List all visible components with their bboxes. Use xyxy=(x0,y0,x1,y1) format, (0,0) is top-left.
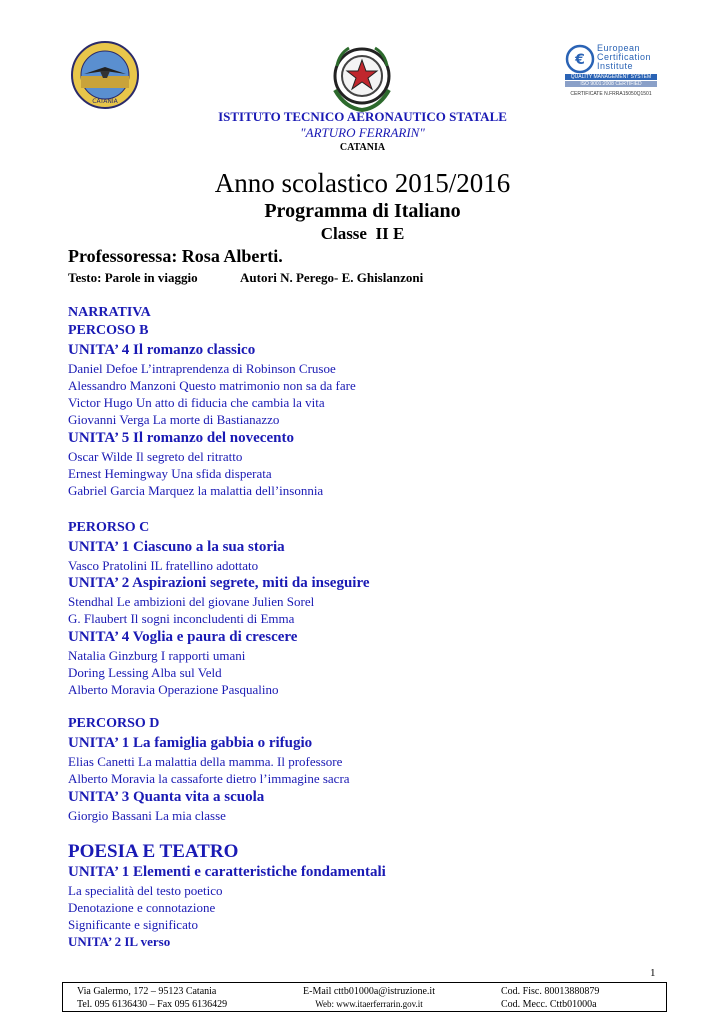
textbook-title: Testo: Parole in viaggio xyxy=(68,270,198,285)
page-number: 1 xyxy=(650,967,656,979)
unit-heading: UNITA’ 2 Aspirazioni segrete, miti da inseguire xyxy=(68,575,370,591)
cert-line-certification: Certification xyxy=(597,52,652,62)
list-item: Gabriel Garcia Marquez la malattia dell’insonnia xyxy=(68,483,324,498)
list-item: Denotazione e connotazione xyxy=(68,900,216,915)
footer-mecc-code: Cod. Mecc. Cttb01000a xyxy=(501,999,597,1010)
unit-heading: UNITA’ 1 Elementi e caratteristiche fondamentali xyxy=(68,864,386,880)
cert-globe-icon xyxy=(565,44,595,74)
percorso-b-heading: PERCOSO B xyxy=(68,323,149,338)
svg-text:€: € xyxy=(575,52,585,68)
teacher-name: Professoressa: Rosa Alberti. xyxy=(68,246,283,266)
unit-heading: UNITA’ 3 Quanta vita a scuola xyxy=(68,789,265,805)
school-year-title: Anno scolastico 2015/2016 xyxy=(214,168,511,198)
cert-number: CERTIFICATE N.FRRA15050Q1501 xyxy=(570,91,652,97)
logo-caption: CATANIA xyxy=(92,98,118,105)
section-narrativa: NARRATIVA xyxy=(68,305,151,320)
unit-heading: UNITA’ 4 Voglia e paura di crescere xyxy=(68,629,298,645)
school-name: ISTITUTO TECNICO AERONAUTICO STATALE xyxy=(218,109,507,124)
list-item: Vasco Pratolini IL fratellino adottato xyxy=(68,558,259,573)
school-emblem-logo xyxy=(70,40,140,110)
program-title: Programma di Italiano xyxy=(264,200,461,222)
percorso-c-heading: PERORSO C xyxy=(68,520,150,535)
list-item: Victor Hugo Un atto di fiducia che cambia la vita xyxy=(68,395,325,410)
footer-box xyxy=(62,982,667,1012)
list-item: La specialità del testo poetico xyxy=(68,883,223,898)
list-item: Significante e significato xyxy=(68,917,198,932)
certification-logo xyxy=(565,44,660,102)
list-item: Stendhal Le ambizioni del giovane Julien Sorel xyxy=(68,594,315,609)
list-item: Ernest Hemingway Una sfida disperata xyxy=(68,466,272,481)
textbook-authors: Autori N. Perego- E. Ghislanzoni xyxy=(240,270,424,285)
percorso-d-heading: PERCORSO D xyxy=(68,716,160,731)
list-item: Alberto Moravia Operazione Pasqualino xyxy=(68,682,279,697)
unit-heading: UNITA’ 2 IL verso xyxy=(68,934,171,949)
section-poesia-teatro: POESIA E TEATRO xyxy=(68,841,239,862)
footer-email[interactable]: E-Mail cttb01000a@istruzione.it xyxy=(303,986,435,997)
list-item: Alberto Moravia la cassaforte dietro l’immagine sacra xyxy=(68,771,350,786)
list-item: Doring Lessing Alba sul Veld xyxy=(68,665,222,680)
unit-heading: UNITA’ 5 Il romanzo del novecento xyxy=(68,430,294,446)
unit-heading: UNITA’ 1 La famiglia gabbia o rifugio xyxy=(68,735,313,751)
list-item: Alessandro Manzoni Questo matrimonio non sa da fare xyxy=(68,378,356,393)
unit-heading: UNITA’ 1 Ciascuno a la sua storia xyxy=(68,539,285,555)
footer-phone: Tel. 095 6136430 – Fax 095 6136429 xyxy=(77,999,228,1010)
cert-banner-qms: QUALITY MANAGEMENT SYSTEM xyxy=(565,74,657,80)
school-dedication: "ARTURO FERRARIN" xyxy=(300,125,425,140)
list-item: Giovanni Verga La morte di Bastianazzo xyxy=(68,412,280,427)
list-item: Giorgio Bassani La mia classe xyxy=(68,808,226,823)
footer-fiscal-code: Cod. Fisc. 80013880879 xyxy=(501,986,600,997)
footer-address: Via Galermo, 172 – 95123 Catania xyxy=(77,986,217,997)
list-item: Oscar Wilde Il segreto del ritratto xyxy=(68,449,243,464)
list-item: Daniel Defoe L’intraprendenza di Robinson Crusoe xyxy=(68,361,336,376)
unit-heading: UNITA’ 4 Il romanzo classico xyxy=(68,342,256,358)
city-label: CATANIA xyxy=(339,142,386,153)
list-item: G. Flaubert Il sogni inconcludenti di Emma xyxy=(68,611,295,626)
list-item: Natalia Ginzburg I rapporti umani xyxy=(68,648,246,663)
cert-banner-iso: ISO 9001:2008 CERTIFIED xyxy=(565,81,657,87)
cert-line-european: European xyxy=(597,43,641,53)
class-title: Classe II E xyxy=(320,224,405,243)
footer-website[interactable]: Web: www.itaerferrarin.gov.it xyxy=(315,999,423,1009)
italian-republic-emblem xyxy=(327,40,397,114)
cert-line-institute: Institute xyxy=(597,61,634,71)
list-item: Elias Canetti La malattia della mamma. Il professore xyxy=(68,754,343,769)
